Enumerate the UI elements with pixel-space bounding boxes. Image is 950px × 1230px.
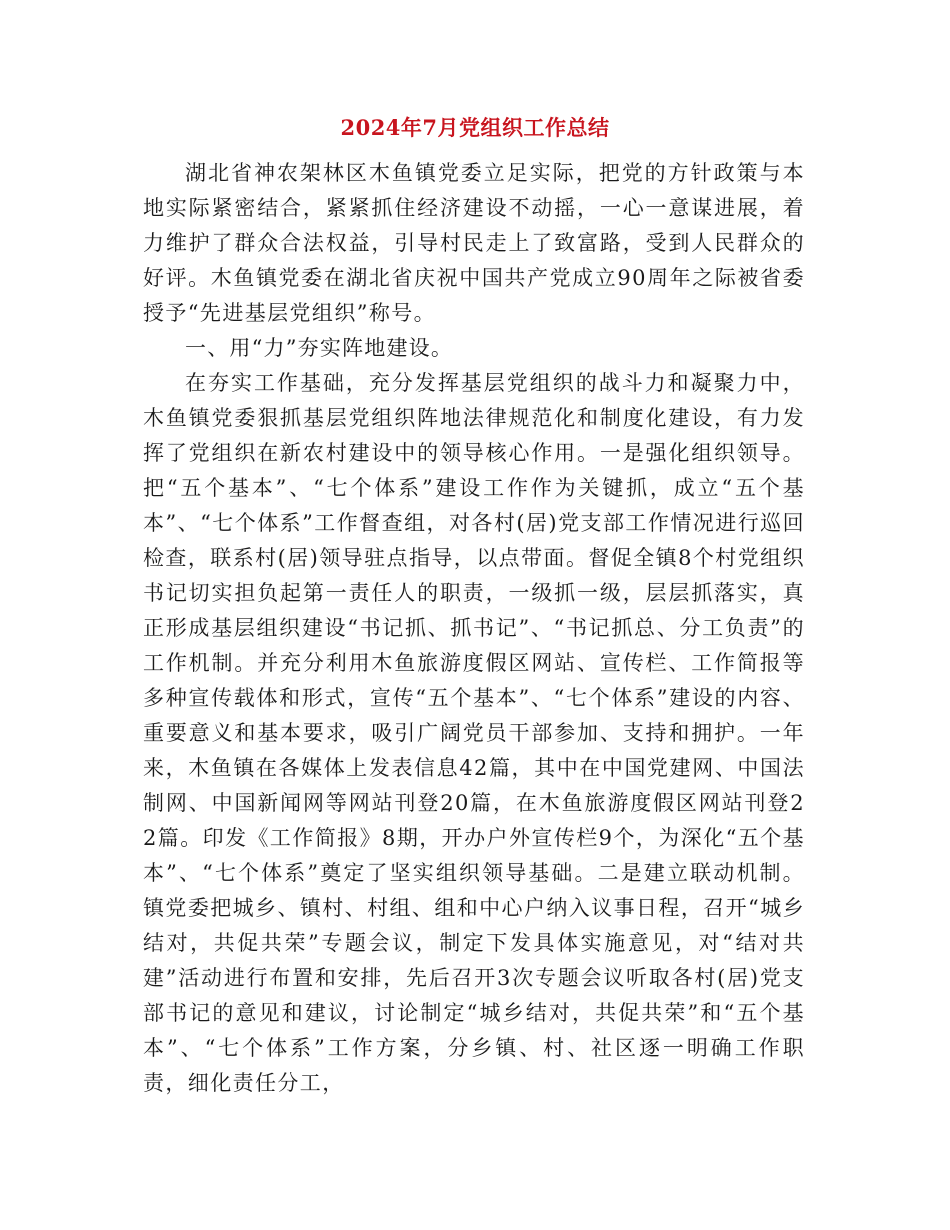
body-paragraph: 在夯实工作基础，充分发挥基层党组织的战斗力和凝聚力中，木鱼镇党委狠抓基层党组织阵地法律规范化和制度化建设，有力发挥了党组织在新农村建设中的领导核心作用。一是强化组织领导。把“五个基本”、“七个体系”建设工作作为关键抓，成立“五个基本”、“七个体系”工作督查组，对各村(居)党支部工作情况进行巡回检查，联系村(居)领导驻点指导，以点带面。督促全镇8个村党组织书记切实担负起第一责任人的职责，一级抓一级，层层抓落实，真正形成基层组织建设“书记抓、抓书记”、“书记抓总、分工负责”的工作机制。并充分利用木鱼旅游度假区网站、宣传栏、工作简报等多种宣传载体和形式，宣传“五个基本”、“七个体系”建设的内容、重要意义和基本要求，吸引广阔党员干部参加、支持和拥护。一年来，木鱼镇在各媒体上发表信息42篇，其中在中国党建网、中国法制网、中国新闻网等网站刊登20篇，在木鱼旅游度假区网站刊登22篇。印发《工作简报》8期，开办户外宣传栏9个，为深化“五个基本”、“七个体系”奠定了坚实组织领导基础。二是建立联动机制。镇党委把城乡、镇村、村组、组和中心户纳入议事日程，召开“城乡结对，共促共荣”专题会议，制定下发具体实施意见，对“结对共建”活动进行布置和安排，先后召开3次专题会议听取各村(居)党支部书记的意见和建议，讨论制定“城乡结对，共促共荣”和“五个基本”、“七个体系”工作方案，分乡镇、村、社区逐一明确工作职责，细化责任分工， bbox=[143, 371, 805, 1095]
intro-paragraph: 湖北省神农架林区木鱼镇党委立足实际，把党的方针政策与本地实际紧密结合，紧紧抓住经济建设不动摇，一心一意谋进展，着力维护了群众合法权益，引导村民走上了致富路，受到人民群众的好评。木鱼镇党委在湖北省庆祝中国共产党成立90周年之际被省委授予“先进基层党组织”称号。 bbox=[143, 161, 805, 325]
document-body bbox=[143, 156, 805, 1101]
section-heading: 一、用“力”夯实阵地建设。 bbox=[185, 336, 454, 360]
document-title: 2024年7月党组织工作总结 bbox=[340, 115, 610, 140]
